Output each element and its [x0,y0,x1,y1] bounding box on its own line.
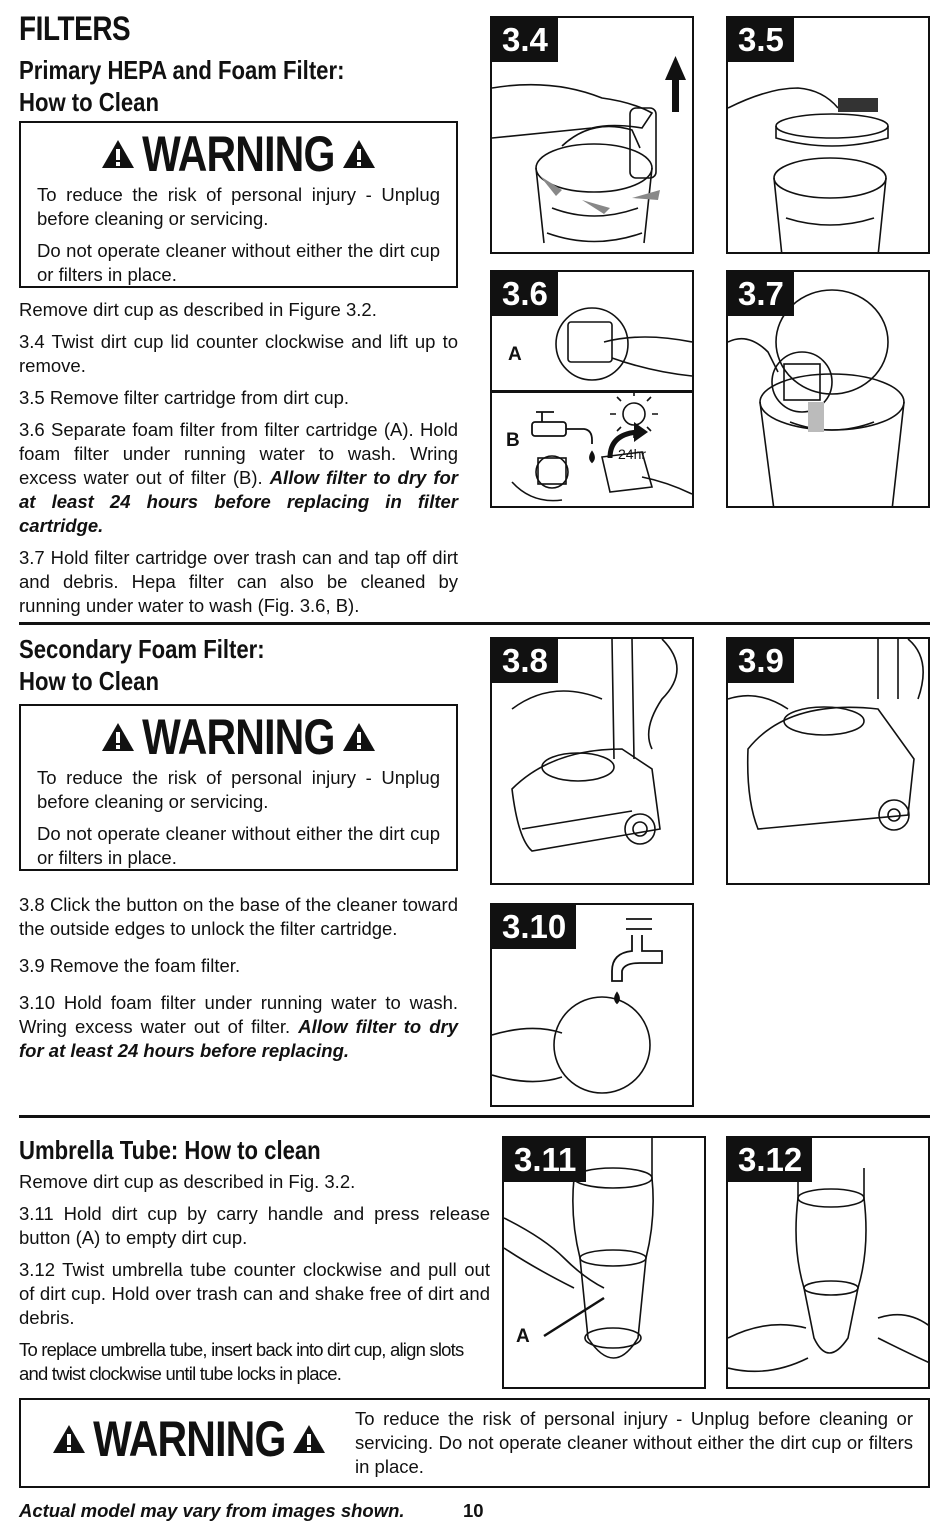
warning-header-1 [37,126,440,182]
warning-text-1b: Do not operate cleaner without either the dirt cup or filters in place. [37,240,440,285]
figure-3-9 [726,637,930,885]
figure-3-12 [726,1136,930,1389]
section2-heading-line1: Secondary Foam Filter: [19,634,265,664]
bottom-warning-word: WARNING [92,1411,286,1467]
warning-word-1: WARNING [142,126,335,182]
warning-triangle-icon [101,139,135,169]
figure-label-3-9: 3.9 [728,639,794,683]
figure-label-3-8: 3.8 [492,639,558,683]
step-3-6 [19,418,458,538]
replace-note: To replace umbrella tube, insert back into dirt cup, align slots and twist clockwise until tube locks in place. [19,1339,464,1384]
faucet-icon [612,919,662,1003]
warning-triangle-icon [342,722,376,752]
section2-heading-line2: How to Clean [19,666,159,696]
warning-triangle-icon [52,1424,86,1454]
step-3-10-emphasis: Allow filter to dry for at least 24 hours before replacing. [19,1016,459,1061]
section1-heading [19,54,344,118]
figure-3-7 [726,270,930,508]
warning-text-1a: To reduce the risk of personal injury - Unplug before cleaning or servicing. [37,184,440,229]
warning-text-2a: To reduce the risk of personal injury - Unplug before cleaning or servicing. [37,767,440,812]
step-3-7: 3.7 Hold filter cartridge over trash can and tap off dirt and debris. Hepa filter can also be cleaned by running under water to wash (Fig. 3.6, B). [19,547,458,616]
figure-label-3-11: 3.11 [504,1138,586,1182]
step-3-5: 3.5 Remove filter cartridge from dirt cup. [19,387,350,408]
figure-3-6-label-a: A [508,344,522,365]
warning-triangle-icon [101,722,135,752]
figure-label-3-4: 3.4 [492,18,558,62]
figure-label-3-5: 3.5 [728,18,794,62]
faucet-icon [532,412,594,462]
figure-3-5 [726,16,930,254]
step-3-6-emphasis: Allow filter to dry for at least 24 hours before replacing in filter cartridge. [19,467,458,536]
section1-heading-line1: Primary HEPA and Foam Filter: [19,55,345,85]
bottom-warning-header [29,1411,349,1467]
step-3-11: 3.11 Hold dirt cup by carry handle and press release button (A) to empty dirt cup. [19,1203,490,1248]
step-3-8: 3.8 Click the button on the base of the cleaner toward the outside edges to unlock the filter cartridge. [19,894,458,939]
step-3-6-text: 3.6 Separate foam filter from filter cartridge (A). Hold foam filter under running water to wash. Wring excess water out of filter (B). [19,419,458,488]
figure-label-3-6: 3.6 [492,272,558,316]
section1-heading-line2: How to Clean [19,87,159,117]
warning-triangle-icon [292,1424,326,1454]
figure-3-11 [502,1136,706,1389]
figure-3-4 [490,16,694,254]
figure-label-3-10: 3.10 [492,905,576,949]
warning-word-2: WARNING [142,709,335,765]
step-3-10-text: 3.10 Hold foam filter under running water to wash. Wring excess water out of filter. [19,992,458,1037]
warning-triangle-icon [342,139,376,169]
up-arrow-icon [665,56,686,112]
step-3-12: 3.12 Twist umbrella tube counter clockwise and pull out of dirt cup. Hold over trash can and shake free of dirt and debris. [19,1259,490,1328]
figure-label-3-12: 3.12 [728,1138,812,1182]
figure-3-10 [490,903,694,1107]
section2-heading [19,633,265,697]
page-number: 10 [463,1500,484,1521]
step-intro-3: Remove dirt cup as described in Fig. 3.2. [19,1171,356,1192]
warning-header-2 [37,709,440,765]
bottom-warning-text: To reduce the risk of personal injury - Unplug before cleaning or servicing. Do not operate cleaner without either the dirt cup or filters in place. [355,1408,913,1477]
figure-3-6 [490,270,694,508]
section3-steps [19,1170,490,1386]
figure-3-6-24hr: 24hr [618,446,647,462]
figure-3-6-label-b: B [506,430,520,451]
section2-steps [19,893,458,1063]
warning-box-2 [19,704,458,871]
page-title: FILTERS [19,10,131,48]
step-intro-1: Remove dirt cup as described in Figure 3.2. [19,299,377,320]
bottom-warning-box [19,1398,930,1488]
step-3-4: 3.4 Twist dirt cup lid counter clockwise and lift up to remove. [19,331,458,376]
figure-3-8 [490,637,694,885]
section-divider-2 [19,1115,930,1118]
section1-steps [19,298,458,618]
figure-3-11-label-a: A [516,1326,530,1347]
section-divider-1 [19,622,930,625]
section3-heading: Umbrella Tube: How to clean [19,1135,321,1165]
warning-text-2b: Do not operate cleaner without either the dirt cup or filters in place. [37,823,440,868]
step-3-10 [19,991,458,1063]
step-3-9: 3.9 Remove the foam filter. [19,955,241,976]
warning-box-1 [19,121,458,288]
figure-label-3-7: 3.7 [728,272,794,316]
footer-disclaimer: Actual model may vary from images shown. [19,1500,405,1521]
